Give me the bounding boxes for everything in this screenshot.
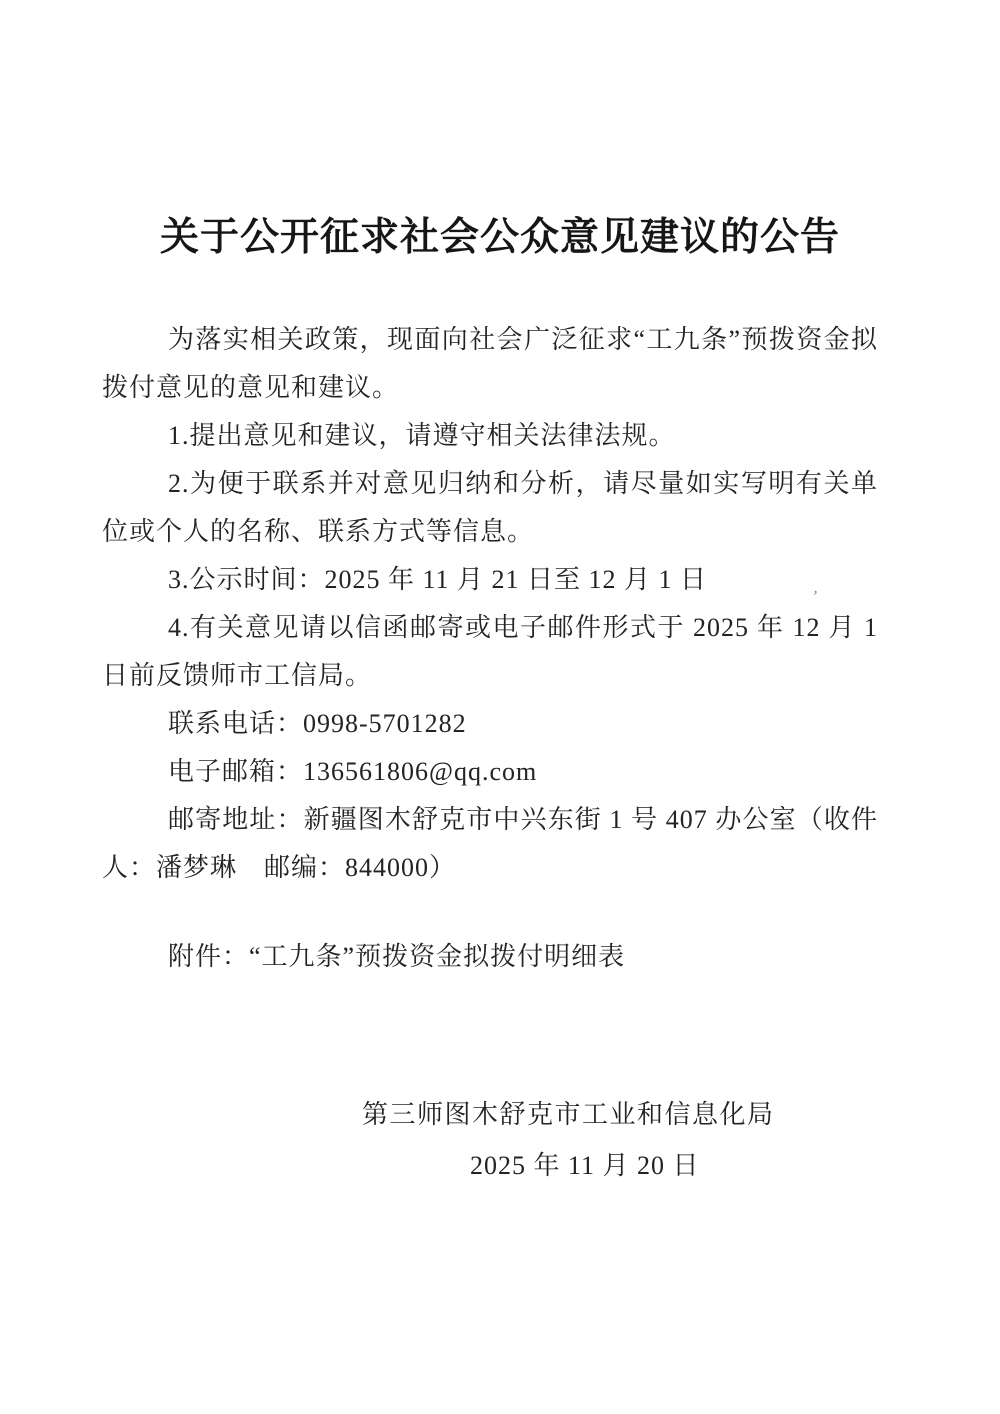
mailing-address-line: 邮寄地址：新疆图木舒克市中兴东街 1 号 407 办公室（收件人：潘梦琳 邮编：844000） bbox=[102, 805, 878, 882]
paragraph-item-4-feedback-deadline: 4.有关意见请以信函邮寄或电子邮件形式于 2025 年 12 月 1 日前反馈师市工信局。 bbox=[102, 613, 878, 690]
document-title: 关于公开征求社会公众意见建议的公告 bbox=[159, 216, 840, 259]
document-body bbox=[102, 316, 878, 981]
scan-artifact-mark: ’ bbox=[810, 586, 819, 607]
paragraph-intro: 为落实相关政策，现面向社会广泛征求“工九条”预拨资金拟拨付意见的意见和建议。 bbox=[102, 325, 878, 402]
attachment-line: 附件：“工九条”预拨资金拟拨付明细表 bbox=[168, 942, 626, 971]
contact-email-line: 电子邮箱：136561806@qq.com bbox=[168, 757, 538, 786]
paragraph-item-1: 1.提出意见和建议，请遵守相关法律法规。 bbox=[168, 421, 676, 450]
paragraph-item-3-publicity-period: 3.公示时间：2025 年 11 月 21 日至 12 月 1 日 bbox=[168, 565, 708, 594]
signature-organization: 第三师图木舒克市工业和信息化局 bbox=[362, 1100, 775, 1129]
contact-phone-line: 联系电话：0998-5701282 bbox=[168, 709, 467, 738]
signature-date: 2025 年 11 月 20 日 bbox=[470, 1151, 700, 1180]
paragraph-item-2: 2.为便于联系并对意见归纳和分析，请尽量如实写明有关单位或个人的名称、联系方式等信息。 bbox=[102, 469, 878, 546]
